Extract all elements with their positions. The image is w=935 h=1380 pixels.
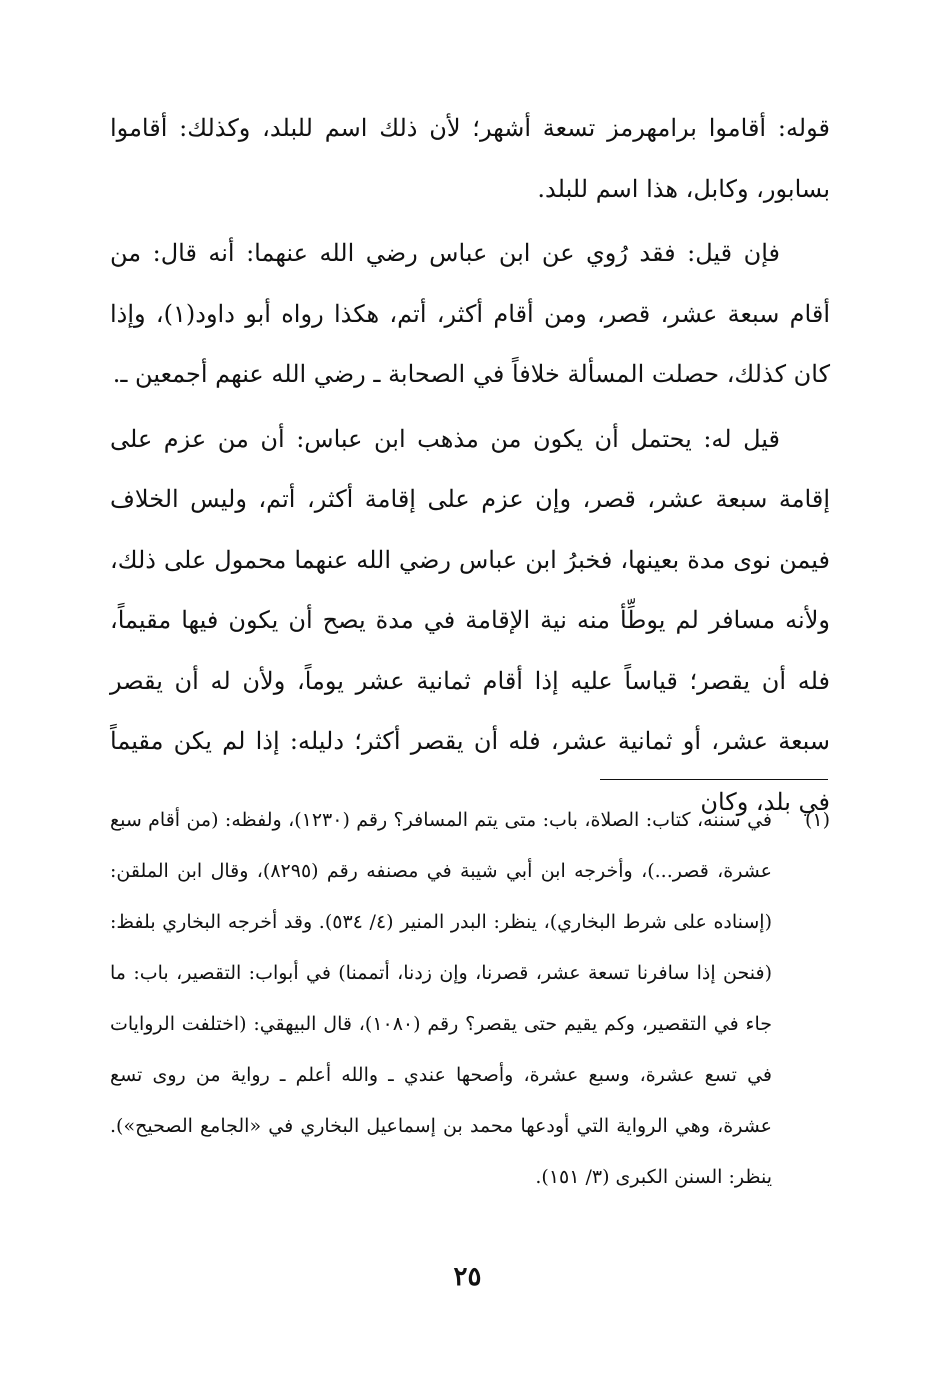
- footnote-text: في سننه، كتاب: الصلاة، باب: متى يتم المسافر؟ رقم (١٢٣٠)، ولفظه: (من أقام سبع عشرة، قصر...)، وأخرجه ابن أبي شيبة في مصنفه رقم (٨٢٩٥)، وقال ابن الملقن: (إسناده على شرط البخاري)، ينظر: البدر المنير (٤/ ٥٣٤). وقد أخرجه البخاري بلفظ: (فنحن إذا سافرنا تسعة عشر، قصرنا، وإن زدنا، أتممنا) في أبواب: التقصير، باب: ما جاء في التقصير، وكم يقيم حتى يقصر؟ رقم (١٠٨٠)، قال البيهقي: (اختلفت الروايات في تسع عشرة، وسبع عشرة، وأصحها عندي ـ والله أعلم ـ رواية من روى تسع عشرة، وهي الرواية التي أودعها محمد بن إسماعيل البخاري في «الجامع الصحيح»). ينظر: السنن الكبرى (٣/ ١٥١).: [110, 809, 773, 1188]
- footnote-number: (١): [804, 809, 830, 831]
- footnotes: [110, 795, 830, 1203]
- footnote-1: [110, 795, 830, 1203]
- main-text: [110, 98, 830, 836]
- paragraph-1: قوله: أقاموا برامهرمز تسعة أشهر؛ لأن ذلك اسم للبلد، وكذلك: أقاموا بسابور، وكابل، هذا اسم للبلد.: [110, 114, 830, 203]
- paragraph-3: قيل له: يحتمل أن يكون من مذهب ابن عباس: أن من عزم على إقامة سبعة عشر، قصر، وإن عزم على إقامة أكثر، أتم، وليس الخلاف فيمن نوى مدة بعينها، فخبرُ ابن عباس رضي الله عنهما محمول على ذلك، ولأنه مسافر لم يوطِّأ منه نية الإقامة في مدة يصح أن يكون فيها مقيماً، فله أن يقصر؛ قياساً عليه إذا أقام ثمانية عشر يوماً، ولأن له أن يقصر سبعة عشر، أو ثمانية عشر، فله أن يقصر أكثر؛ دليله: إذا لم يكن مقيماً في بلد، وكان: [110, 424, 831, 816]
- footnote-divider: [600, 779, 828, 780]
- page-number: ٢٥: [453, 1262, 482, 1292]
- paragraph-2: فإن قيل: فقد رُوي عن ابن عباس رضي الله عنهما: أنه قال: من أقام سبعة عشر، قصر، ومن أقام أكثر، أتم، هكذا رواه أبو داود(١)، وإذا كان كذلك، حصلت المسألة خلافاً في الصحابة ـ رضي الله عنهم أجمعين ـ.: [110, 239, 830, 388]
